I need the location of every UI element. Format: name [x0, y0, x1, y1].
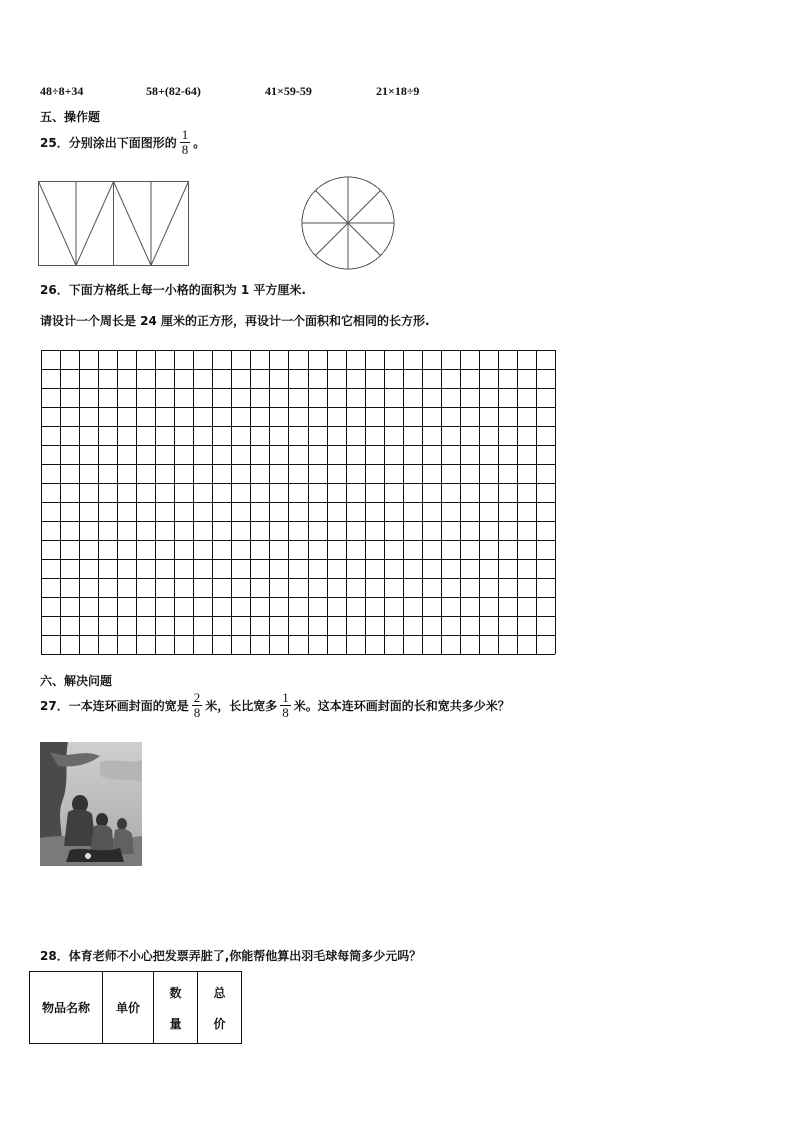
question-26: [40, 281, 306, 298]
q27-text3: 米。这本连环画封面的长和宽共多少米？: [293, 699, 510, 713]
header-quantity-char1: 数: [169, 985, 182, 1000]
q25-text-before: 分别涂出下面图形的: [68, 136, 177, 150]
comic-cover-image: [40, 742, 142, 866]
q27-frac1-den: 8: [193, 705, 201, 720]
q28-text: 体育老师不小心把发票弄脏了,你能帮他算出羽毛球每筒多少元吗？: [68, 949, 422, 963]
question-27: [40, 691, 510, 720]
calc-2: 58+(82-64): [146, 84, 201, 98]
q27-frac2-den: 8: [282, 705, 289, 720]
table-row: [30, 972, 242, 1044]
header-total-char2: 价: [213, 1016, 226, 1031]
q26-number: 26．: [40, 283, 69, 297]
circle-sectors-figure[interactable]: [300, 175, 396, 271]
grid-paper[interactable]: [40, 349, 556, 655]
q25-fraction: [180, 128, 191, 157]
calc-4: 21×18÷9: [376, 84, 420, 98]
q25-frac-num: 1: [181, 127, 189, 142]
header-total-char1: 总: [213, 985, 226, 1000]
question-28: [40, 947, 421, 964]
q27-frac1-num: 2: [193, 690, 201, 705]
header-quantity: [154, 972, 198, 1044]
invoice-table: [29, 971, 242, 1044]
header-total-price: [198, 972, 242, 1044]
q27-text2: 米，长比宽多: [205, 699, 278, 713]
q27-fraction-2: [280, 691, 291, 720]
q25-number: 25．: [40, 136, 69, 150]
q27-text1: 一本连环画封面的宽是: [68, 699, 189, 713]
calc-3: 41×59-59: [265, 84, 312, 98]
header-unit-price: 单价: [103, 972, 154, 1044]
rectangle-triangles-figure[interactable]: [38, 181, 190, 267]
section-5-title: 五、操作题: [40, 110, 101, 124]
section-6-title: 六、解决问题: [40, 674, 113, 688]
q27-frac2-num: 1: [282, 690, 289, 705]
header-item-name: 物品名称: [30, 972, 103, 1044]
calc-1: 48÷8+34: [40, 84, 84, 98]
question-25: [40, 128, 205, 157]
q28-number: 28．: [40, 949, 69, 963]
header-quantity-char2: 量: [169, 1016, 182, 1031]
q26-line2: 请设计一个周长是 24 厘米的正方形，再设计一个面积和它相同的长方形.: [40, 314, 430, 328]
q26-line2-wrap: [40, 312, 430, 329]
q25-text-after: 。: [193, 136, 206, 150]
q27-number: 27．: [40, 699, 69, 713]
q26-line1: 下面方格纸上每一小格的面积为 1 平方厘米.: [68, 283, 306, 297]
q25-frac-den: 8: [181, 142, 189, 157]
q27-fraction-1: [192, 691, 203, 720]
